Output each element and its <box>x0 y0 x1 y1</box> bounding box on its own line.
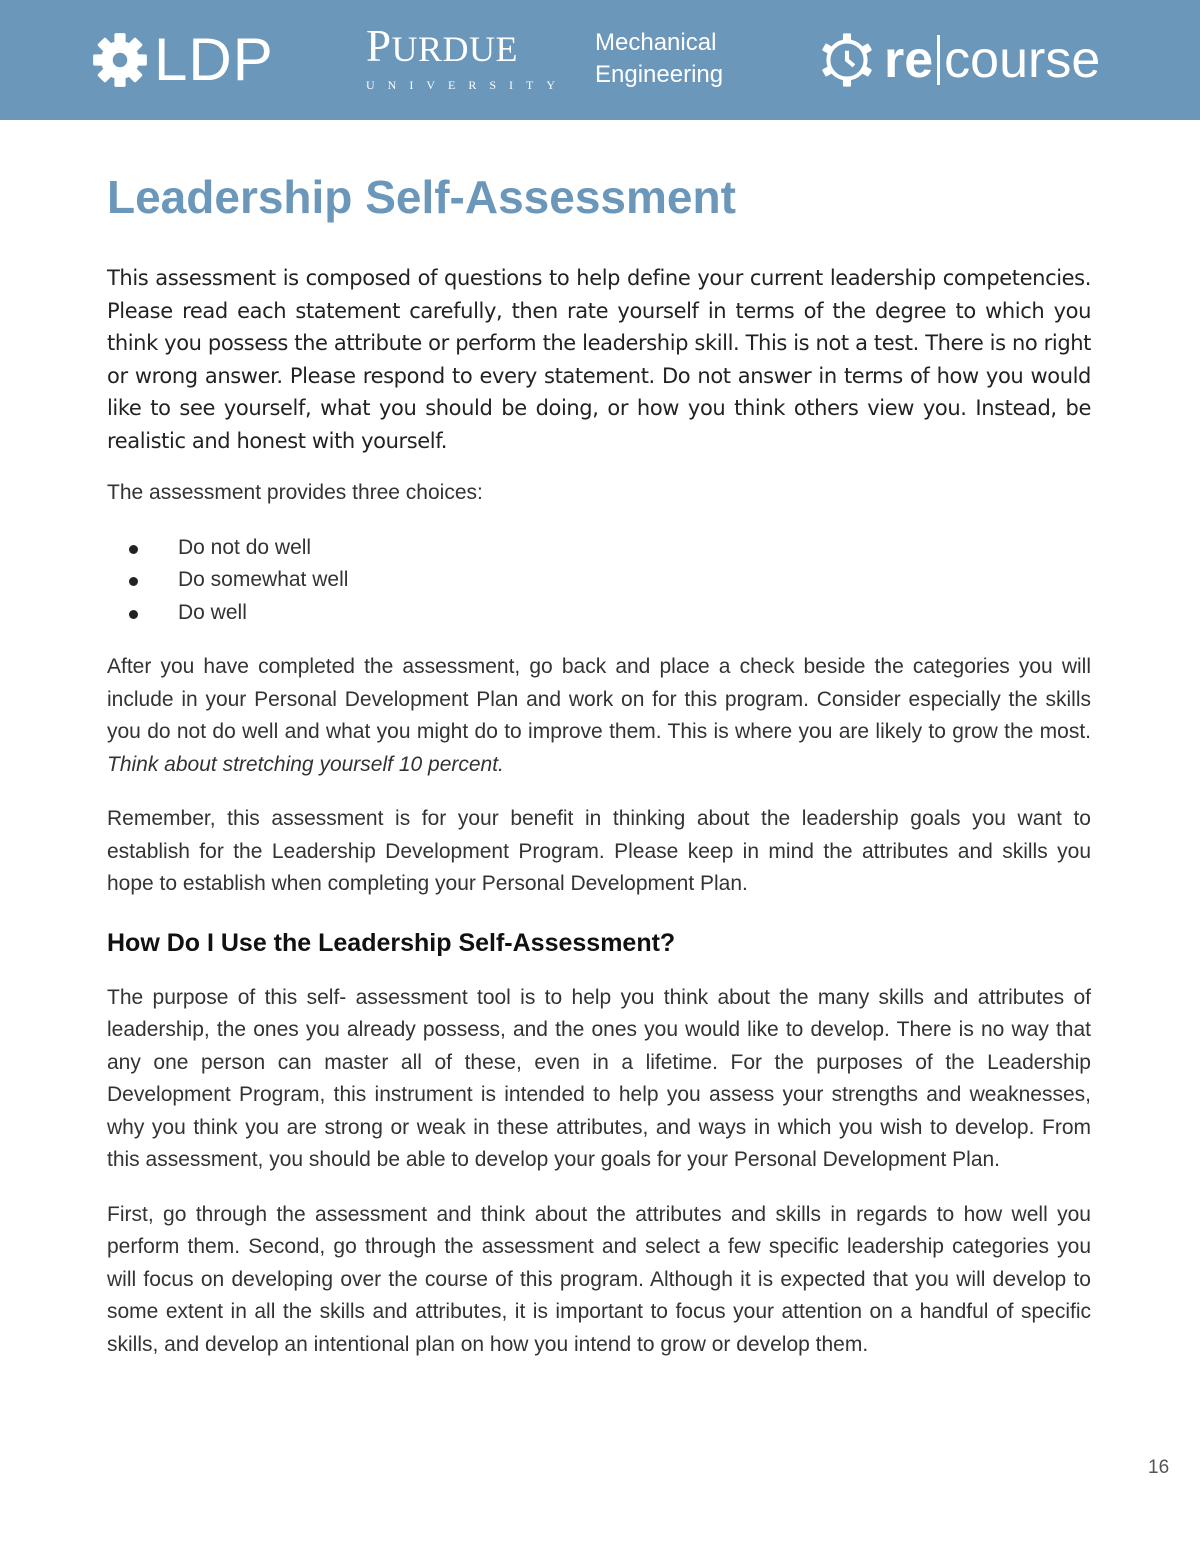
gear-icon <box>92 32 148 88</box>
department-line-2: Engineering <box>595 61 724 88</box>
remember-paragraph: Remember, this assessment is for your benefit in thinking about the leadership goals you want to establish for the Leadership Development Program. Please keep in mind the attributes and skills you hope to establish when completing your Personal Development Plan. <box>107 807 1091 895</box>
department-line-1: Mechanical <box>595 29 717 56</box>
choices-intro: The assessment provides three choices: <box>107 481 483 504</box>
list-item: Do well <box>107 597 1091 630</box>
recourse-course-text: course <box>944 31 1101 89</box>
purdue-logo <box>366 22 578 93</box>
list-item: Do somewhat well <box>107 564 1091 597</box>
purdue-initial: P <box>366 21 392 71</box>
purpose-paragraph: The purpose of this self- assessment tool is to help you think about the many skills and attributes of leadership, the ones you already possess, and the ones you would like to develop. There is no way that any one person can master all of these, even in a lifetime. For the purposes of the Leadership Development Program, this instrument is intended to help you assess your strengths and weaknesses, why you think you are strong or weak in these attributes, and ways in which you wish to develop. From this assessment, you should be able to develop your goals for your Personal Development Plan. <box>107 985 1091 1171</box>
department-name <box>595 27 723 91</box>
page-title: Leadership Self-Assessment <box>107 171 736 223</box>
choices-list <box>107 532 1091 630</box>
intro-paragraph: This assessment is composed of questions to help define your current leadership competencies. Please read each statement carefully, then rate yourself in terms of the degree to which you think you possess the attribute or perform the leadership skill. This is not a test. There is no right or wrong answer. Please respond to every statement. Do not answer in terms of how you would like to see yourself, what you should be doing, or how you think others view you. Instead, be realistic and honest with yourself. <box>107 266 1091 453</box>
list-item: Do not do well <box>107 532 1091 565</box>
recourse-divider <box>937 35 940 85</box>
page-number: 16 <box>1148 1457 1170 1478</box>
purdue-university-text: UNIVERSITY <box>366 78 568 92</box>
after-paragraph <box>107 651 1091 781</box>
document-body <box>107 262 1091 1383</box>
recourse-logo <box>818 28 1100 92</box>
purdue-rest: URDUE <box>391 29 519 69</box>
purdue-wordmark <box>366 22 578 73</box>
first-paragraph: First, go through the assessment and think about the attributes and skills in regards to how well you perform them. Second, go through the assessment and select a few specific leadership categories you will focus on developing over the course of this program. Although it is expected that you will develop to some extent in all the skills and attributes, it is important to focus your attention on a handful of specific skills, and develop an intentional plan on how you intend to grow or develop them. <box>107 1202 1091 1356</box>
recourse-re-text: re <box>884 31 934 89</box>
after-text: After you have completed the assessment, go back and place a check beside the categories you will include in your Personal Development Plan and work on for this program. Consider especially the skills you do not do well and what you might do to improve them. This is where you are likely to grow the most. <box>107 655 1091 743</box>
ldp-logo-text: LDP <box>154 26 274 93</box>
ldp-logo <box>92 26 274 94</box>
section-heading: How Do I Use the Leadership Self-Assessment? <box>107 928 676 957</box>
after-italic: Think about stretching yourself 10 percent. <box>107 752 504 776</box>
recourse-gear-icon <box>818 31 876 89</box>
page-header <box>0 0 1200 120</box>
